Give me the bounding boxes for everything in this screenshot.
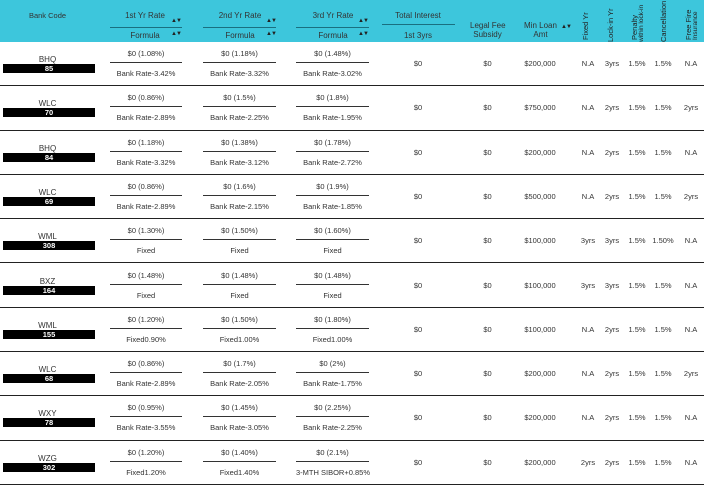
rate-divider (296, 372, 369, 373)
header-total-interest[interactable]: Total Interest (395, 11, 441, 20)
min-loan-amt: $100,000 (524, 280, 556, 290)
free-fire-insurance: N.A (684, 280, 698, 290)
penalty: 1.5% (628, 103, 646, 113)
rate-value: $0 (1.30%) (127, 226, 165, 236)
rate-value: $0 (1.80%) (314, 314, 351, 324)
rate-divider (203, 195, 276, 196)
bank-code-badge: 155 (3, 330, 95, 339)
table-row[interactable] (0, 396, 704, 440)
min-loan-amt: $100,000 (524, 324, 556, 334)
lockin-yr: 2yrs (604, 413, 620, 423)
bank-name: WLC (38, 365, 57, 375)
penalty: 1.5% (628, 59, 646, 68)
penalty: 1.5% (628, 324, 646, 334)
fixed-yr: N.A (581, 324, 595, 334)
rate-formula: Bank Rate-3.12% (210, 157, 269, 167)
rate-value: $0 (1.18%) (221, 49, 258, 58)
rate-value: $0 (1.8%) (316, 93, 349, 103)
penalty: 1.5% (628, 280, 646, 290)
bank-code-badge: 308 (3, 241, 95, 250)
rate-divider (203, 328, 276, 329)
rate-divider (110, 195, 182, 196)
cancellation: 1.5% (654, 457, 672, 467)
rate-value: $0 (0.86%) (127, 93, 165, 103)
rate-formula: Bank Rate-1.95% (303, 113, 362, 123)
bank-name: WLC (38, 99, 57, 109)
rate-value: $0 (0.95%) (127, 403, 165, 413)
header-min-loan[interactable]: Min Loan (524, 21, 557, 30)
lockin-yr: 3yrs (604, 236, 620, 246)
fixed-yr: N.A (581, 59, 595, 68)
total-interest: $0 (413, 280, 423, 290)
legal-fee-subsidy: $0 (483, 103, 492, 113)
rate-formula: Bank Rate-1.75% (303, 379, 362, 389)
penalty: 1.5% (628, 191, 646, 201)
bank-name: WLC (38, 187, 57, 197)
table-row[interactable] (0, 175, 704, 219)
rate-divider (203, 372, 276, 373)
rate-divider (203, 239, 276, 240)
rate-value: $0 (1.48%) (314, 49, 351, 58)
header-yr2-rate[interactable]: 2nd Yr Rate (218, 11, 262, 20)
sort-icon[interactable]: ▲▼ (358, 18, 368, 24)
rate-divider (110, 372, 182, 373)
rate-value: $0 (2.25%) (314, 403, 351, 413)
penalty: 1.5% (628, 369, 646, 379)
rate-divider (110, 284, 182, 285)
table-row[interactable] (0, 308, 704, 352)
table-row[interactable] (0, 219, 704, 263)
rate-divider (110, 106, 182, 107)
total-interest: $0 (413, 191, 423, 201)
legal-fee-subsidy: $0 (483, 324, 492, 334)
rate-value: $0 (1.50%) (221, 226, 258, 236)
rate-formula: Bank Rate-3.05% (210, 423, 269, 433)
sort-icon[interactable]: ▲▼ (358, 31, 368, 37)
bank-code-badge: 69 (3, 197, 95, 206)
rate-value: $0 (1.7%) (223, 359, 256, 369)
rate-divider (110, 151, 182, 152)
header-free-fire-sub[interactable]: Insurance (692, 11, 699, 40)
total-interest: $0 (413, 59, 423, 68)
rate-divider (296, 416, 369, 417)
free-fire-insurance: N.A (684, 236, 698, 246)
min-loan-amt: $750,000 (524, 103, 556, 113)
sort-icon[interactable]: ▲▼ (171, 31, 181, 37)
rate-formula: Fixed (136, 290, 156, 300)
rate-value: $0 (1.78%) (314, 137, 351, 147)
table-row[interactable] (0, 86, 704, 130)
rate-divider (296, 106, 369, 107)
free-fire-insurance: N.A (684, 413, 698, 423)
header-total-sub: 1st 3yrs (403, 31, 432, 40)
free-fire-insurance: 2yrs (683, 103, 699, 113)
total-interest: $0 (413, 369, 423, 379)
rate-formula: Bank Rate-3.02% (303, 69, 362, 78)
rate-formula: Fixed (323, 290, 342, 300)
rate-formula: Fixed1.00% (219, 334, 260, 344)
rate-value: $0 (2.1%) (316, 447, 349, 457)
table-row[interactable] (0, 441, 704, 485)
header-legal-fee-sub[interactable]: Subsidy (473, 30, 502, 39)
rate-formula: Fixed (323, 246, 342, 256)
table-row[interactable] (0, 131, 704, 175)
bank-code-badge: 164 (3, 286, 95, 295)
free-fire-insurance: 2yrs (683, 369, 699, 379)
cancellation: 1.5% (654, 103, 672, 113)
cancellation: 1.5% (654, 324, 672, 334)
header-yr3-rate[interactable]: 3rd Yr Rate (312, 11, 354, 20)
header-bank-code[interactable]: Bank Code (28, 11, 67, 20)
rate-formula: Fixed (230, 290, 249, 300)
rate-value: $0 (1.20%) (127, 314, 165, 324)
legal-fee-subsidy: $0 (483, 280, 492, 290)
rate-divider (296, 195, 369, 196)
rate-value: $0 (1.6%) (223, 181, 256, 191)
rate-divider (110, 328, 182, 329)
cancellation: 1.50% (652, 236, 674, 246)
legal-fee-subsidy: $0 (483, 236, 492, 246)
header-yr2-formula[interactable]: Formula (225, 31, 255, 40)
bank-code-badge: 85 (3, 64, 95, 73)
sort-icon[interactable]: ▲▼ (266, 18, 276, 24)
fixed-yr: N.A (581, 103, 595, 113)
rate-formula: Fixed (230, 246, 249, 256)
fixed-yr: N.A (581, 191, 595, 201)
rate-divider (203, 106, 276, 107)
rate-formula: Fixed0.90% (126, 334, 166, 344)
bank-name: BHQ (38, 55, 57, 64)
total-interest: $0 (413, 457, 423, 467)
header-yr3-formula[interactable]: Formula (318, 31, 348, 40)
rate-formula: Bank Rate-2.15% (210, 201, 269, 211)
lockin-yr: 2yrs (604, 103, 620, 113)
rate-formula: Bank Rate-3.55% (116, 423, 176, 433)
rate-formula: Bank Rate-2.25% (210, 113, 269, 123)
rate-value: $0 (2%) (319, 359, 346, 369)
rate-formula: Fixed1.20% (126, 467, 166, 477)
rate-divider (203, 284, 276, 285)
free-fire-insurance: N.A (684, 324, 698, 334)
rate-value: $0 (1.48%) (221, 270, 258, 280)
rate-divider (296, 239, 369, 240)
header-penalty[interactable]: Penalty (630, 14, 639, 40)
bank-name: WML (38, 232, 57, 242)
rate-formula: Bank Rate-2.89% (116, 113, 176, 123)
total-interest: $0 (413, 103, 423, 113)
legal-fee-subsidy: $0 (483, 147, 492, 157)
rate-divider (203, 461, 276, 462)
header-cancellation[interactable]: Cancellation (659, 0, 668, 42)
table-row[interactable] (0, 264, 704, 308)
rate-formula: Bank Rate-3.32% (116, 157, 176, 167)
min-loan-amt: $200,000 (524, 147, 556, 157)
rate-value: $0 (1.5%) (223, 93, 256, 103)
rate-value: $0 (1.48%) (314, 270, 351, 280)
rate-value: $0 (1.50%) (221, 314, 258, 324)
total-interest: $0 (413, 324, 423, 334)
rate-formula: Bank Rate-2.05% (210, 379, 269, 389)
fixed-yr: 3yrs (580, 236, 596, 246)
rate-value: $0 (1.08%) (127, 49, 165, 58)
sort-icon[interactable]: ▲▼ (561, 24, 571, 30)
table-row[interactable] (0, 352, 704, 396)
cancellation: 1.5% (654, 59, 672, 68)
rate-formula: Fixed (136, 246, 156, 256)
sort-icon[interactable]: ▲▼ (266, 31, 276, 37)
bank-code-badge: 302 (3, 463, 95, 472)
lockin-yr: 2yrs (604, 457, 620, 467)
rate-divider (203, 416, 276, 417)
rate-value: $0 (0.86%) (127, 181, 165, 191)
bank-name: BHQ (38, 143, 57, 153)
rate-formula: Bank Rate-2.72% (303, 157, 362, 167)
rate-value: $0 (1.40%) (221, 447, 258, 457)
rate-formula: Bank Rate-3.32% (210, 69, 269, 78)
free-fire-insurance: N.A (684, 59, 698, 68)
rate-formula: Fixed1.00% (312, 334, 353, 344)
header-yr1-formula[interactable]: Formula (130, 31, 160, 40)
min-loan-amt: $200,000 (524, 369, 556, 379)
header-lockin-yr[interactable]: Lock-in Yr (606, 8, 615, 42)
table-header (0, 0, 704, 42)
rate-value: $0 (0.86%) (127, 359, 165, 369)
bank-name: WML (38, 320, 57, 330)
rate-divider (110, 62, 182, 63)
rate-formula: Bank Rate-2.89% (116, 379, 176, 389)
free-fire-insurance: N.A (684, 457, 698, 467)
min-loan-amt: $500,000 (524, 191, 556, 201)
legal-fee-subsidy: $0 (483, 369, 492, 379)
header-min-loan-sub[interactable]: Amt (533, 30, 548, 39)
fixed-yr: N.A (581, 369, 595, 379)
bank-code-badge: 78 (3, 418, 95, 427)
legal-fee-subsidy: $0 (483, 59, 492, 68)
cancellation: 1.5% (654, 369, 672, 379)
rate-divider (110, 239, 182, 240)
header-legal-fee[interactable]: Legal Fee (470, 21, 506, 30)
rate-divider (110, 461, 182, 462)
header-fixed-yr[interactable]: Fixed Yr (581, 12, 590, 40)
rate-value: $0 (1.60%) (314, 226, 351, 236)
fixed-yr: N.A (581, 147, 595, 157)
min-loan-amt: $200,000 (524, 413, 556, 423)
cancellation: 1.5% (654, 191, 672, 201)
rate-formula: 3-MTH SIBOR+0.85% (296, 467, 370, 477)
fixed-yr: 2yrs (580, 457, 596, 467)
rate-divider (296, 151, 369, 152)
lockin-yr: 2yrs (604, 191, 620, 201)
total-interest: $0 (413, 147, 423, 157)
rate-formula: Bank Rate-1.85% (303, 201, 362, 211)
rate-divider (296, 284, 369, 285)
bank-code-badge: 68 (3, 374, 95, 383)
rate-formula: Bank Rate-2.89% (116, 201, 176, 211)
legal-fee-subsidy: $0 (483, 457, 492, 467)
lockin-yr: 2yrs (604, 369, 620, 379)
rate-divider (296, 328, 369, 329)
bank-code-badge: 70 (3, 108, 95, 117)
lockin-yr: 3yrs (604, 59, 620, 68)
min-loan-amt: $200,000 (524, 59, 556, 68)
rate-formula: Bank Rate-3.42% (116, 69, 176, 78)
lockin-yr: 3yrs (604, 280, 620, 290)
legal-fee-subsidy: $0 (483, 191, 492, 201)
rate-value: $0 (1.20%) (127, 447, 165, 457)
fixed-yr: N.A (581, 413, 595, 423)
bank-name: WXY (38, 409, 57, 419)
cancellation: 1.5% (654, 280, 672, 290)
total-interest: $0 (413, 236, 423, 246)
cancellation: 1.5% (654, 147, 672, 157)
bank-code-badge: 84 (3, 153, 95, 162)
lockin-yr: 2yrs (604, 324, 620, 334)
bank-name: BXZ (39, 276, 56, 286)
cancellation: 1.5% (654, 413, 672, 423)
rate-formula: Bank Rate-2.25% (303, 423, 362, 433)
rate-divider (110, 416, 182, 417)
min-loan-amt: $200,000 (524, 457, 556, 467)
rate-value: $0 (1.38%) (221, 137, 258, 147)
sort-icon[interactable]: ▲▼ (171, 18, 181, 24)
rate-divider (296, 62, 369, 63)
legal-fee-subsidy: $0 (483, 413, 492, 423)
rate-divider (203, 62, 276, 63)
rate-divider (296, 461, 369, 462)
penalty: 1.5% (628, 457, 646, 467)
rate-value: $0 (1.48%) (127, 270, 165, 280)
table-row[interactable] (0, 42, 704, 86)
rate-divider (203, 151, 276, 152)
lockin-yr: 2yrs (604, 147, 620, 157)
min-loan-amt: $100,000 (524, 236, 556, 246)
rate-value: $0 (1.45%) (221, 403, 258, 413)
header-penalty-sub[interactable]: within lock-in (638, 4, 645, 42)
bank-name: WZG (38, 453, 57, 463)
fixed-yr: 3yrs (580, 280, 596, 290)
penalty: 1.5% (628, 147, 646, 157)
header-yr1-rate[interactable]: 1st Yr Rate (125, 11, 165, 20)
free-fire-insurance: N.A (684, 147, 698, 157)
free-fire-insurance: 2yrs (683, 191, 699, 201)
penalty: 1.5% (628, 413, 646, 423)
rate-formula: Fixed1.40% (219, 467, 260, 477)
rate-value: $0 (1.18%) (127, 137, 165, 147)
penalty: 1.5% (628, 236, 646, 246)
rate-value: $0 (1.9%) (316, 181, 349, 191)
header-free-fire[interactable]: Free Fire (684, 9, 693, 40)
total-interest: $0 (413, 413, 423, 423)
